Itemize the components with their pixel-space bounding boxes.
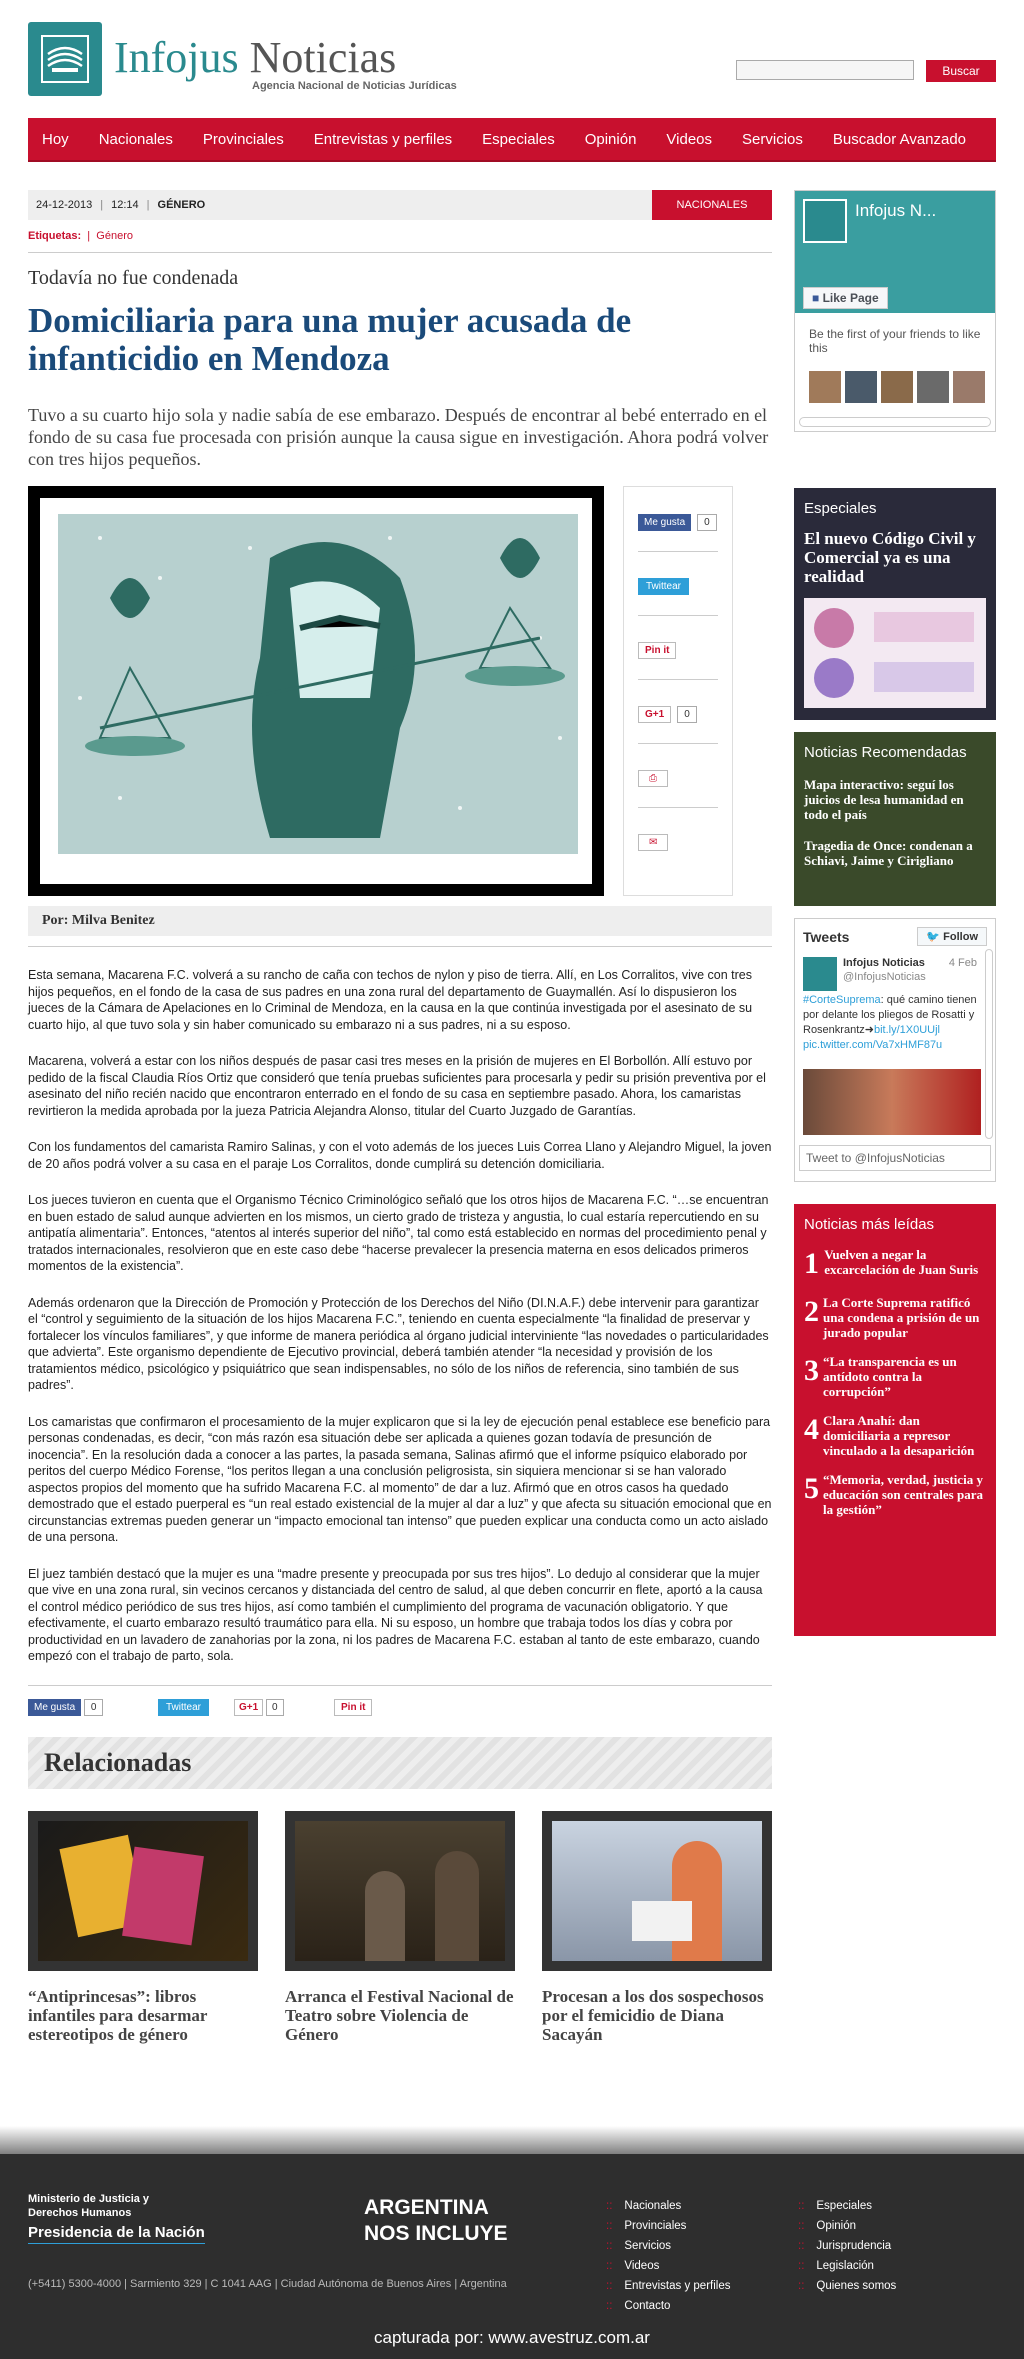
- facebook-widget: [794, 190, 996, 432]
- related-card[interactable]: [542, 1811, 772, 2044]
- paragraph: Los jueces tuvieron en cuenta que el Organismo Técnico Criminológico señaló que los otros hijos de Macarena F.C. “…se encuentran en buen estado de salud aunque advierten en los mismos, un cierto grado de tristeza y angustia, lo cual estaría repercutiendo en su antipatía alimentaria”. Entonces, “atentos al interés superior del niño”, tal como está establecido en normas del procedimiento penal y tratados internacionales, resolvieron que en este caso debe “hacerse prevalecer la presencia materna en esos delicados primeros momentos de la existencia”.: [28, 1193, 769, 1273]
- bottom-share-row: [28, 1685, 772, 1715]
- mas-leidas-box: [794, 1204, 996, 1636]
- social-share-panel: [623, 486, 733, 896]
- mas-leidas-title: Noticias más leídas: [804, 1216, 935, 1233]
- tweet-button[interactable]: Twittear: [638, 577, 689, 595]
- print-icon[interactable]: ⎙: [638, 769, 668, 787]
- nav-item-buscador[interactable]: Buscador Avanzado: [832, 130, 967, 148]
- footer-links-a: [626, 2196, 731, 2316]
- especiales-title: Especiales: [804, 500, 877, 517]
- footer-address: (+5411) 5300-4000 | Sarmiento 329 | C 1041 AAG | Ciudad Autónoma de Buenos Aires | Argentina: [28, 2278, 507, 2290]
- footer-link[interactable]: :: Videos: [626, 2256, 731, 2276]
- article-image: [28, 486, 604, 896]
- recomendada-item[interactable]: Tragedia de Once: condenan a Schiavi, Jaime y Cirigliano: [804, 838, 973, 868]
- related-image: [28, 1811, 258, 1971]
- category-badge[interactable]: NACIONALES: [652, 190, 772, 220]
- divider: [28, 946, 772, 947]
- article-body: [28, 967, 772, 1665]
- tag-link[interactable]: Género: [96, 230, 133, 242]
- tweet-author[interactable]: Infojus Noticias: [843, 957, 925, 969]
- mas-leida-item[interactable]: 2 La Corte Suprema ratificó una condena a prisión de un jurado popular: [804, 1295, 980, 1340]
- footer-links-b: [818, 2196, 896, 2296]
- related-title[interactable]: “Antiprincesas”: libros infantiles para desarmar estereotipos de género: [28, 1986, 208, 2044]
- especiales-image[interactable]: [804, 598, 986, 708]
- fb-page-name[interactable]: Infojus N...: [855, 201, 937, 220]
- gplus-button[interactable]: G+1 0: [234, 1702, 284, 1713]
- twitter-widget: [794, 918, 996, 1182]
- nav-item-servicios[interactable]: Servicios: [742, 130, 803, 148]
- footer-link[interactable]: :: Legislación: [818, 2256, 896, 2276]
- mas-leida-item[interactable]: 3 “La transparencia es un antídoto contra la corrupción”: [804, 1354, 957, 1399]
- logo-subtitle: Agencia Nacional de Noticias Jurídicas: [252, 80, 457, 92]
- mas-leida-item[interactable]: 5 “Memoria, verdad, justicia y educación son centrales para la gestión”: [804, 1472, 983, 1517]
- nav-item-hoy[interactable]: Hoy: [42, 130, 69, 148]
- article-media: [28, 486, 772, 896]
- fb-friend-avatars: [809, 371, 985, 403]
- related-image: [285, 1811, 515, 1971]
- search-input[interactable]: [736, 60, 914, 80]
- tags-label: Etiquetas:: [28, 230, 82, 242]
- follow-button[interactable]: 🐦 Follow: [917, 927, 987, 946]
- pinit-button[interactable]: Pin it: [638, 641, 676, 659]
- nav-item-opinion[interactable]: Opinión: [584, 130, 637, 148]
- site-header: [28, 22, 996, 102]
- article-title: Domiciliaria para una mujer acusada de infanticidio en Mendoza: [28, 301, 632, 378]
- nav-item-entrevistas[interactable]: Entrevistas y perfiles: [313, 130, 453, 148]
- article-time: 12:14: [111, 199, 139, 211]
- fb-like-page-button[interactable]: ■ Like Page: [803, 287, 888, 309]
- related-title[interactable]: Procesan a los dos sospechosos por el femicidio de Diana Sacayán: [542, 1986, 764, 2044]
- recomendada-item[interactable]: Mapa interactivo: seguí los juicios de lesa humanidad en todo el país: [804, 777, 964, 822]
- main-nav: [28, 118, 996, 162]
- tweet-button[interactable]: Twittear: [158, 1702, 209, 1713]
- sidebar: [794, 190, 996, 1636]
- nav-item-nacionales[interactable]: Nacionales: [98, 130, 173, 148]
- nav-item-especiales[interactable]: Especiales: [482, 130, 555, 148]
- search-button[interactable]: Buscar: [926, 60, 996, 82]
- tweet-image[interactable]: [803, 1069, 981, 1135]
- related-image: [542, 1811, 772, 1971]
- paragraph: Los camaristas que confirmaron el procesamiento de la mujer explicaron que si la ley de ejecución penal establece ese beneficio para personas condenadas, es decir, “con más razón esa situación debe ser aplicada a quienes gozan todavía de presunción de inocencia”. En la resolución dada a conocer a las partes, la pasada semana, Salinas afirmó que el informe psíquico elaborado por peritos del cuerpo Médico Forense, “los peritos llegan a una conclusión peligrosista, sin siquiera mencionar si se han valorado aspectos propios del momento que ha sufrido Macarena F.C. al momento” de dar a luz. Afirmó que en otros casos ha quedado demostrado que el estado puerperal es “un real estado existencial de la mujer al dar a luz” y que afecta su situación emocional que en circunstancias extremas pueden generar un “impacto emocional tan intenso” que pueden explicar una conducta como un acto aislado de una persona.: [28, 1414, 772, 1544]
- footer-link[interactable]: :: Jurisprudencia: [818, 2236, 896, 2256]
- email-icon[interactable]: ✉: [638, 833, 668, 851]
- footer-link[interactable]: :: Opinión: [818, 2216, 896, 2236]
- tweet-avatar[interactable]: [803, 957, 837, 991]
- related-list: [28, 1811, 772, 2044]
- capture-credit: capturada por: www.avestruz.com.ar: [374, 2328, 650, 2347]
- logo-title[interactable]: [114, 32, 396, 83]
- recomendadas-box: [794, 732, 996, 906]
- related-card[interactable]: [285, 1811, 515, 2044]
- footer-link[interactable]: :: Entrevistas y perfiles: [626, 2276, 731, 2296]
- tweet-scrollbar[interactable]: [985, 949, 993, 1139]
- paragraph: Esta semana, Macarena F.C. volverá a su rancho de caña con techos de nylon y piso de tierra. Allí, en Los Corralitos, vive con tres hijos pequeños, en el fondo de la casa de sus padres en una zona rural del departamento de Guaymallén. Así lo dispusieron los jueces de la Cámara de Apelaciones en lo Criminal de Mendoza, en la causa en la que continúa investigada por el asesinato de su cuarto hijo, al que tuvo sola y sin haber comunicado su embarazo ni a sus padres, ni a su esposo.: [28, 968, 753, 1032]
- footer-link[interactable]: :: Provinciales: [626, 2216, 731, 2236]
- footer-link[interactable]: :: Especiales: [818, 2196, 896, 2216]
- article-section[interactable]: GÉNERO: [157, 199, 206, 211]
- gplus-button[interactable]: G+1 0: [638, 705, 697, 723]
- tags: Etiquetas: | Género: [28, 230, 133, 242]
- article-date: 24-12-2013: [36, 199, 93, 211]
- logo-name-b: Noticias: [249, 33, 397, 82]
- nav-item-videos[interactable]: Videos: [666, 130, 713, 148]
- footer-link[interactable]: :: Servicios: [626, 2236, 731, 2256]
- presidency-logo[interactable]: Presidencia de la Nación: [28, 2224, 205, 2244]
- footer-shadow: [0, 2126, 1024, 2156]
- article-meta: 24-12-2013 | 12:14 | GÉNERO NACIONALES: [28, 190, 772, 220]
- fb-like-button[interactable]: Me gusta 0: [638, 513, 717, 531]
- logo-icon[interactable]: [28, 22, 102, 96]
- mas-leida-item[interactable]: 4 Clara Anahí: dan domiciliaria a represor vinculado a la desaparición: [804, 1413, 975, 1458]
- paragraph: Además ordenaron que la Dirección de Promoción y Protección de los Derechos del Niño (DI.N.A.F.) debe intervenir para garantizar el “control y seguimiento de la situación de los hijos Macarena F.C.”, teniendo en cuenta especialmente “la finalidad de preservar y fortalecer los vínculos familiares”, y que informe de manera periódica al órgano judicial interviniente “las novedades o particularidades que advierta”. Este organismo dependiente de Ejecutivo provincial, deberá también atender “la necesidad y provisión de los tratamientos médico, psicológico y psiquiátrico que sean indispensables, no sólo de los niños de referencia, sino también de sus padres”.: [28, 1295, 769, 1392]
- tweets-title: Tweets: [803, 929, 850, 945]
- article-pretitle: Todavía no fue condenada: [28, 267, 239, 289]
- pinit-button[interactable]: Pin it: [334, 1702, 372, 1713]
- argentina-logo-bottom: NOS INCLUYE: [364, 2222, 508, 2245]
- tweet-handle: @InfojusNoticias: [843, 971, 926, 983]
- argentina-logo-top: ARGENTINA: [364, 2196, 489, 2219]
- paragraph: Macarena, volverá a estar con los niños después de pasar casi tres meses en la prisión de mujeres en El Borbollón. Allí estuvo por pedido de la fiscal Claudia Ríos Ortiz que consideró que tenía pruebas suficientes para procesarla y pedir su prisión preventiva por el asesinato del niño recién nacido que encontraron enterrado en el fondo de su casa en septiembre pasado. Ahora, los camaristas revirtieron la medida aprobada por la jueza Patricia Alejandra Alonso, titular del Cuarto Juzgado de Garantías.: [28, 1054, 766, 1118]
- related-card[interactable]: [28, 1811, 258, 2044]
- byline: Por: Milva Benitez: [28, 906, 772, 936]
- ministry-name[interactable]: Ministerio de Justicia y Derechos Humanos: [28, 2193, 150, 2219]
- logo-name-a: Infojus: [114, 33, 239, 82]
- mas-leida-item[interactable]: 1 Vuelven a negar la excarcelación de Juan Suris: [804, 1247, 979, 1280]
- fb-like-button[interactable]: Me gusta 0: [28, 1702, 103, 1713]
- article: [28, 190, 772, 2044]
- related-heading: Relacionadas: [28, 1737, 772, 1789]
- tweet-text: #CorteSuprema: qué camino tienen por delante los pliegos de Rosatti y Rosenkrantz➜bit.ly/1X0UUjl pic.twitter.com/Va7xHMF87u: [803, 994, 977, 1051]
- especiales-box: [794, 488, 996, 720]
- footer-link[interactable]: :: Nacionales: [626, 2196, 731, 2216]
- nav-item-provinciales[interactable]: Provinciales: [202, 130, 284, 148]
- fb-friends-text: Be the first of your friends to like this: [809, 327, 981, 355]
- fb-scrollbar[interactable]: [799, 417, 991, 427]
- footer-link[interactable]: :: Contacto: [626, 2296, 731, 2316]
- especiales-headline[interactable]: El nuevo Código Civil y Comercial ya es una realidad: [804, 529, 976, 586]
- article-lead: Tuvo a su cuarto hijo sola y nadie sabía de ese embarazo. Después de encontrar al bebé enterrado en el fondo de su casa fue procesada con prisión aunque la causa sigue en investigación. Ahora podrá volver con tres hijos pequeños.: [28, 405, 769, 469]
- recomendadas-title: Noticias Recomendadas: [804, 744, 967, 761]
- paragraph: Con los fundamentos del camarista Ramiro Salinas, y con el voto además de los jueces Luis Correa Llano y Alejandro Miguel, la joven de 20 años podrá volver a su casa en el paraje Los Corralitos, donde cumplirá su detención domiciliaria.: [28, 1140, 772, 1171]
- fb-page-logo-icon: [803, 199, 847, 243]
- footer-link[interactable]: :: Quienes somos: [818, 2276, 896, 2296]
- tweet-compose-input[interactable]: Tweet to @InfojusNoticias: [799, 1145, 991, 1171]
- tweet-date: 4 Feb: [948, 957, 977, 969]
- divider: [28, 252, 772, 253]
- paragraph: El juez también destacó que la mujer es una “madre presente y preocupada por sus tres hijos”. Lo dedujo al considerar que la mujer que vive en una zona rural, sin vecinos cercanos y distanciada del centro de salud, al que deben concurrir en flete, aportó a la causa el control médico periódico de sus tres hijos, así como también el cumplimiento del programa de vacunación obligatorio. Y que efectivamente, el cuarto embarazo resultó traumático para ella. Ni su esposo, un hombre que trabaja todos los días y cobra por productividad en un lavadero de zanahorias por la zona, ni los padres de Macarena F.C. estaban al tanto de este embarazo, cuando empezó con el trabajo de parto, sola.: [28, 1566, 763, 1663]
- related-title[interactable]: Arranca el Festival Nacional de Teatro sobre Violencia de Género: [285, 1986, 514, 2044]
